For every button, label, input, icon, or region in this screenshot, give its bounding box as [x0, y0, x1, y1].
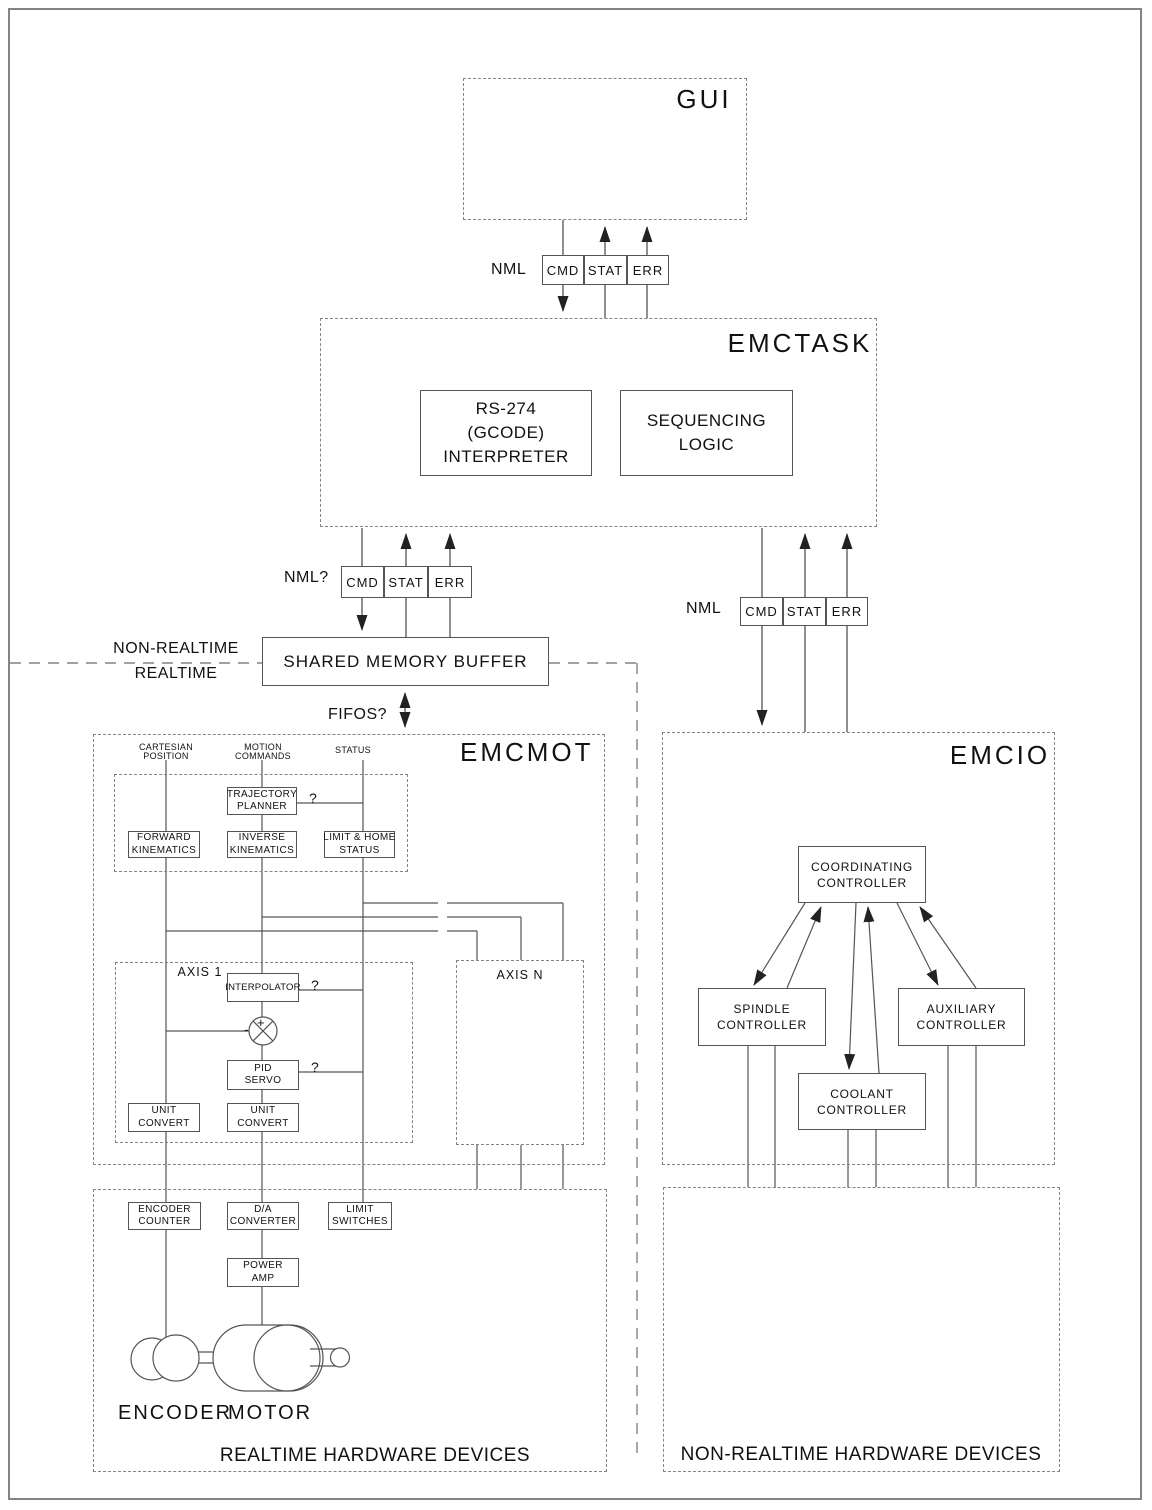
unit-convert-b-line2: CONVERT: [237, 1117, 289, 1129]
nml-gui-cmd-box: [542, 255, 584, 285]
power-amp-line1: POWER: [243, 1260, 283, 1271]
pid-question: ?: [311, 1059, 319, 1075]
coordinating-line2: CONTROLLER: [816, 875, 907, 890]
non-realtime-label: NON-REALTIME: [113, 640, 239, 657]
cartesian-line1: CARTESIAN: [138, 742, 194, 752]
forward-kinematics-line2: KINEMATICS: [131, 844, 197, 856]
motor-label: MOTOR: [228, 1402, 313, 1424]
forward-kinematics-line1: FORWARD: [137, 832, 191, 843]
nml-io-stat: STAT: [786, 604, 823, 619]
inverse-kinematics-line2: KINEMATICS: [229, 844, 295, 856]
limit-home-status-box: [324, 831, 395, 858]
encoder-counter-box: [128, 1202, 201, 1230]
forward-kinematics-box: [128, 831, 200, 858]
nml-io-label: NML: [686, 600, 722, 617]
interpolator-question: ?: [311, 977, 319, 993]
sequencing-logic-box: [620, 390, 793, 476]
nml-motion-stat-box: [384, 566, 428, 598]
motion-line1: MOTION: [244, 742, 282, 752]
interpolator-label: INTERPOLATOR: [225, 981, 301, 993]
shared-memory-buffer-box: [262, 637, 549, 686]
nml-motion-cmd: CMD: [346, 574, 379, 590]
nml-gui-stat-box: [584, 255, 627, 285]
realtime-hardware-box: [93, 1189, 607, 1472]
emcio-title: EMCIO: [949, 740, 1051, 770]
axisn-label: AXIS N: [496, 968, 544, 982]
cartesian-position-label: [126, 743, 206, 760]
auxiliary-line1: AUXILIARY: [926, 1002, 997, 1016]
pid-line2: SERVO: [244, 1075, 282, 1086]
unit-convert-b-line1: UNIT: [250, 1105, 276, 1116]
nml-io-err: ERR: [831, 604, 863, 619]
spindle-line2: CONTROLLER: [716, 1018, 807, 1032]
trajectory-question: ?: [309, 790, 317, 806]
nml-io-cmd-box: [740, 597, 783, 626]
nml-gui-label: NML: [491, 261, 527, 278]
trajectory-line1: TRAJECTORY: [226, 788, 298, 800]
nml-motion-cmd-box: [341, 566, 384, 598]
da-converter-line1: D/A: [254, 1203, 272, 1215]
auxiliary-line2: CONTROLLER: [916, 1018, 1007, 1032]
axis1-label: AXIS 1: [177, 965, 223, 979]
nml-gui-stat: STAT: [587, 262, 624, 278]
fifos-label: FIFOS?: [328, 706, 388, 723]
emctask-title: EMCTASK: [727, 328, 873, 358]
sum-minus-sign: -: [244, 1021, 249, 1037]
gui-title: GUI: [676, 84, 732, 114]
motion-line2: COMMANDS: [235, 750, 291, 761]
nonrealtime-hardware-label: NON-REALTIME HARDWARE DEVICES: [680, 1444, 1042, 1465]
coordinating-line1: COORDINATING: [810, 859, 914, 874]
inverse-kinematics-box: [227, 831, 297, 858]
sequencing-logic-line2: LOGIC: [678, 435, 735, 454]
nonrealtime-hardware-box: [663, 1187, 1060, 1472]
nml-gui-err-box: [627, 255, 669, 285]
power-amp-line2: AMP: [251, 1272, 275, 1284]
pid-line1: PID: [254, 1062, 272, 1074]
gcode-interpreter-line1: RS-274: [475, 399, 537, 418]
realtime-label: REALTIME: [134, 665, 218, 682]
encoder-counter-line2: COUNTER: [138, 1216, 191, 1227]
spindle-line1: SPINDLE: [733, 1002, 791, 1016]
coolant-line2: CONTROLLER: [816, 1102, 907, 1117]
pid-servo-box: [227, 1060, 299, 1090]
nml-motion-err-box: [428, 566, 472, 598]
realtime-hardware-label: REALTIME HARDWARE DEVICES: [219, 1445, 531, 1466]
trajectory-line2: PLANNER: [236, 801, 288, 812]
nml-motion-label: NML?: [284, 569, 329, 586]
inverse-kinematics-line1: INVERSE: [238, 832, 286, 843]
encoder-label: ENCODER: [118, 1402, 233, 1424]
nml-io-cmd: CMD: [745, 604, 778, 619]
nml-io-err-box: [826, 597, 868, 626]
nml-io-lines: [762, 528, 847, 732]
cartesian-line2: POSITION: [143, 750, 189, 761]
sum-plus-sign: +: [257, 1015, 265, 1030]
status-label: STATUS: [335, 745, 371, 755]
encoder-counter-line1: ENCODER: [138, 1203, 191, 1215]
limit-switches-line1: LIMIT: [346, 1203, 374, 1215]
spindle-controller-box: [698, 988, 826, 1046]
axisn-box: [456, 960, 584, 1145]
limit-switches-box: [328, 1202, 392, 1230]
unit-convert-a-box: [128, 1103, 200, 1132]
auxiliary-controller-box: [898, 988, 1025, 1046]
unit-convert-b-box: [227, 1103, 299, 1132]
gcode-interpreter-line2: (GCODE): [467, 423, 545, 442]
gcode-interpreter-line3: INTERPRETER: [443, 447, 569, 466]
emcmot-title: EMCMOT: [460, 737, 594, 767]
unit-convert-a-line1: UNIT: [151, 1105, 177, 1116]
motion-commands-label: [223, 743, 303, 760]
limit-home-line1: LIMIT & HOME: [323, 832, 396, 843]
gcode-interpreter-box: [420, 390, 592, 476]
da-converter-box: [227, 1202, 299, 1230]
limit-switches-line2: SWITCHES: [332, 1216, 388, 1227]
limit-home-line2: STATUS: [339, 844, 380, 856]
coolant-line1: COOLANT: [830, 1086, 894, 1101]
trajectory-planner-box: [227, 787, 297, 815]
nml-gui-cmd: CMD: [546, 262, 580, 278]
unit-convert-a-line2: CONVERT: [138, 1117, 190, 1129]
nml-gui-err: ERR: [632, 262, 664, 278]
nml-motion-err: ERR: [434, 574, 466, 590]
sequencing-logic-line1: SEQUENCING: [646, 411, 767, 430]
coolant-controller-box: [798, 1073, 926, 1130]
interpolator-box: [227, 973, 299, 1002]
coordinating-controller-box: [798, 846, 926, 903]
da-converter-line2: CONVERTER: [229, 1216, 297, 1227]
nml-motion-stat: STAT: [388, 574, 424, 590]
nml-io-stat-box: [783, 597, 826, 626]
power-amp-box: [227, 1258, 299, 1287]
shared-memory-buffer-label: SHARED MEMORY BUFFER: [283, 651, 528, 671]
